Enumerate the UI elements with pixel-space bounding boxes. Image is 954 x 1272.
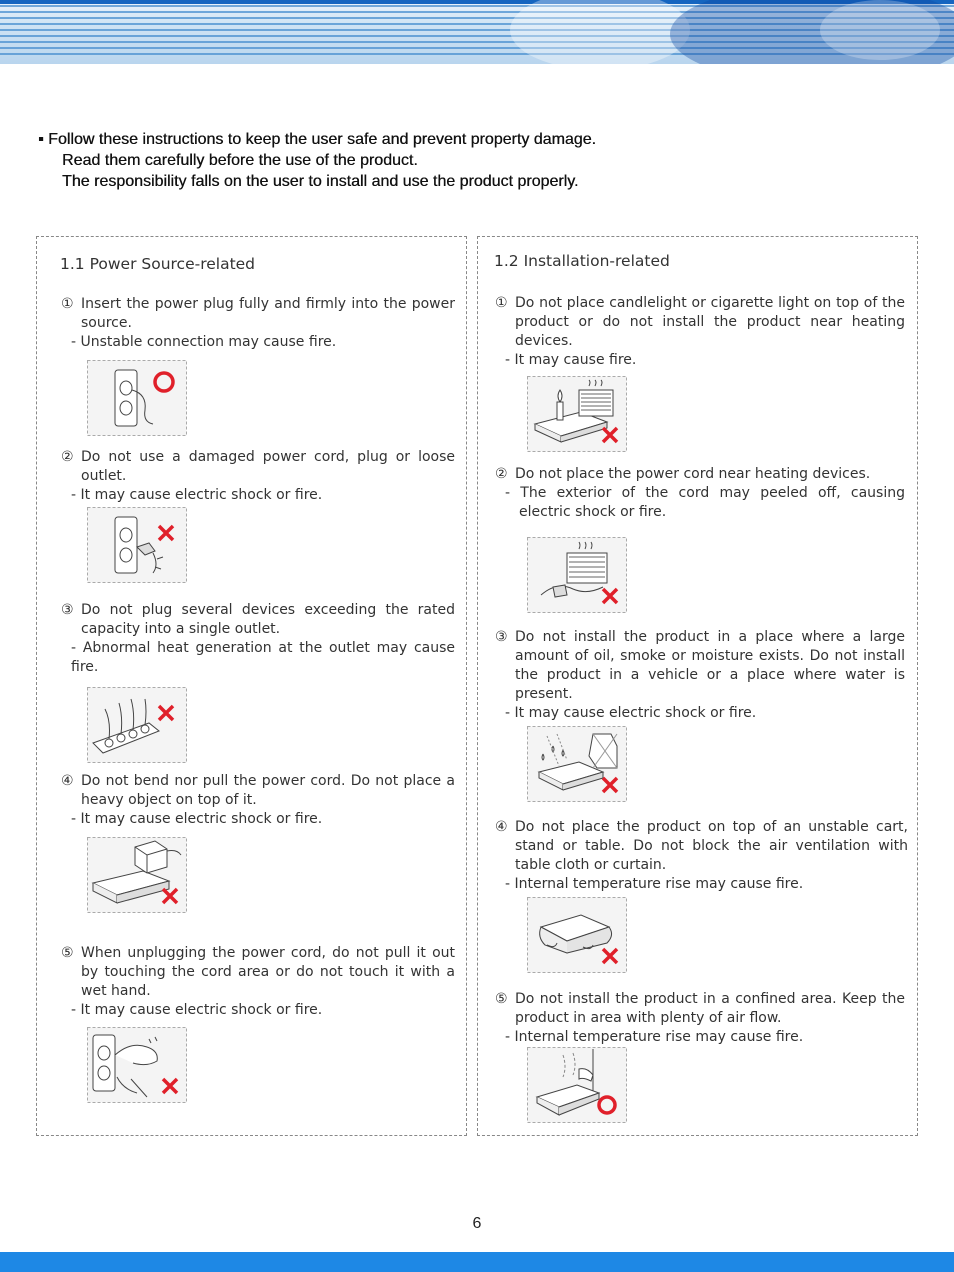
- item-note: - It may cause electric shock or fire.: [505, 705, 757, 721]
- covered-device-icon: [527, 897, 627, 973]
- item-note: - It may cause fire.: [505, 352, 637, 368]
- installation-title: 1.2 Installation-related: [494, 252, 670, 270]
- candle-heater-icon: [527, 376, 627, 452]
- power-item-2: [61, 448, 455, 505]
- item-number: ④: [495, 819, 508, 835]
- damaged-plug-icon: [87, 507, 187, 583]
- install-item-3: [495, 628, 905, 723]
- power-strip-icon: [87, 687, 187, 763]
- power-item-4: [61, 772, 455, 829]
- item-number: ⑤: [495, 991, 508, 1007]
- page-number: 6: [472, 1215, 482, 1232]
- intro-line-3: The responsibility falls on the user to install and use the product properly.: [62, 173, 579, 190]
- cord-near-heater-icon: [527, 537, 627, 613]
- item-text: Do not use a damaged power cord, plug or loose outlet.: [81, 449, 455, 484]
- power-item-3: [61, 601, 455, 677]
- item-text: Insert the power plug fully and firmly into the power source.: [81, 296, 455, 331]
- item-number: ⑤: [61, 945, 74, 961]
- header-banner: [0, 0, 954, 64]
- item-text: Do not place candlelight or cigarette light on top of the product or do not install the product near heating devices.: [515, 295, 905, 349]
- intro-line-1: ▪ Follow these instructions to keep the user safe and prevent property damage.: [38, 131, 596, 148]
- item-text: Do not install the product in a confined area. Keep the product in area with plenty of air flow.: [515, 991, 905, 1026]
- install-item-2: [495, 465, 905, 522]
- intro-block: [38, 129, 918, 192]
- item-note: - It may cause electric shock or fire.: [71, 487, 323, 503]
- power-item-1: [61, 295, 455, 352]
- install-item-4: [495, 818, 908, 894]
- item-note: - The exterior of the cord may peeled off, causing electric shock or fire.: [505, 485, 905, 520]
- item-note: - It may cause electric shock or fire.: [71, 1002, 323, 1018]
- power-source-panel: [36, 236, 467, 1136]
- item-note: - It may cause electric shock or fire.: [71, 811, 323, 827]
- footer-bar: [0, 1252, 954, 1272]
- heavy-object-on-device-icon: [87, 837, 187, 913]
- intro-line-2: Read them carefully before the use of the product.: [62, 152, 418, 169]
- moisture-oil-icon: [527, 726, 627, 802]
- item-text: Do not place the power cord near heating devices.: [515, 466, 871, 482]
- item-text: Do not bend nor pull the power cord. Do not place a heavy object on top of it.: [81, 773, 455, 808]
- item-note: - Internal temperature rise may cause fire.: [505, 1029, 804, 1045]
- item-note: - Abnormal heat generation at the outlet may cause fire.: [71, 640, 455, 675]
- item-note: - Internal temperature rise may cause fire.: [505, 876, 804, 892]
- power-item-5: [61, 944, 455, 1020]
- item-number: ②: [495, 466, 508, 482]
- install-item-1: [495, 294, 905, 370]
- item-text: Do not place the product on top of an unstable cart, stand or table. Do not block the air ventilation with table cloth or curtain.: [515, 819, 908, 873]
- item-text: Do not install the product in a place where a large amount of oil, smoke or moisture exists. Do not install the product in a vehicle or a place where water is present.: [515, 629, 905, 702]
- wet-hand-unplug-icon: [87, 1027, 187, 1103]
- item-number: ③: [495, 629, 508, 645]
- item-number: ①: [495, 295, 508, 311]
- item-number: ③: [61, 602, 74, 618]
- item-text: Do not plug several devices exceeding the rated capacity into a single outlet.: [81, 602, 455, 637]
- power-source-title: 1.1 Power Source-related: [60, 255, 256, 273]
- wall-outlet-plug-icon: [87, 360, 187, 436]
- header-stripes-graphic: [0, 0, 954, 64]
- item-text: When unplugging the power cord, do not pull it out by touching the cord area or do not touch it with a wet hand.: [81, 945, 455, 999]
- install-item-5: [495, 990, 905, 1047]
- item-note: - Unstable connection may cause fire.: [71, 334, 337, 350]
- item-number: ④: [61, 773, 74, 789]
- ventilated-device-icon: [527, 1047, 627, 1123]
- item-number: ①: [61, 296, 74, 312]
- item-number: ②: [61, 449, 74, 465]
- installation-panel: [477, 236, 918, 1136]
